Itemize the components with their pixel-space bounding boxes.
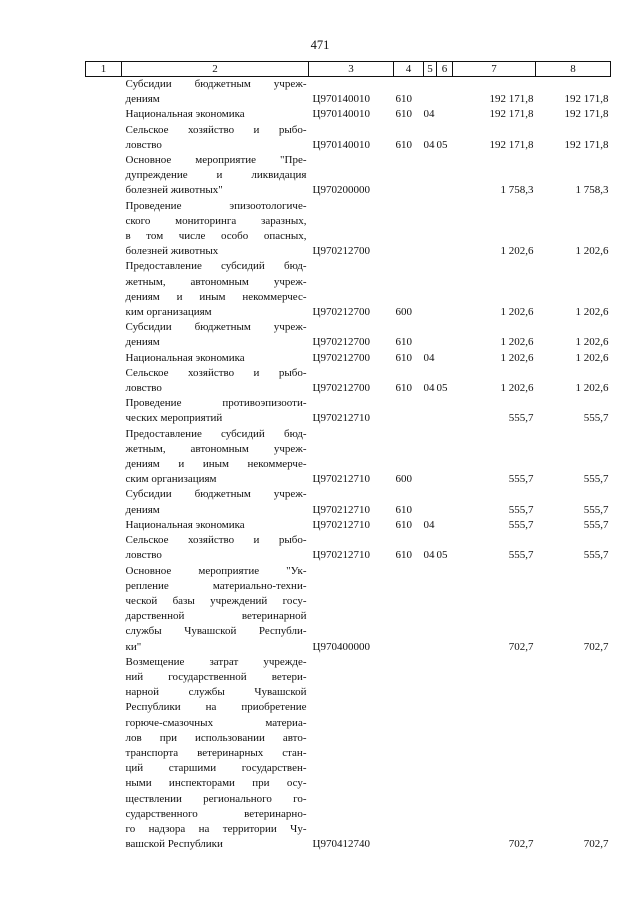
table-row — [86, 153, 611, 199]
subsection-cell — [437, 487, 453, 517]
table-row — [86, 123, 611, 153]
section-cell: 04 — [423, 549, 435, 562]
amount-col7-cell: 555,7 — [508, 518, 534, 531]
expense-type-cell: 610 — [395, 382, 412, 395]
description-cell: Предоставление субсидий бюд- жетным, автономным учреж- дениям и иным некоммерчес- ким организациям — [125, 260, 307, 319]
target-code-cell: Ц970140010 — [312, 108, 370, 121]
expense-type-cell — [394, 655, 424, 853]
amount-col7-cell: 192 171,8 — [489, 138, 534, 151]
description-cell: Основное мероприятие "Пре- дупреждение и ликвидация болезней животных" — [125, 154, 307, 197]
table-row — [86, 427, 611, 488]
description-cell: Сельское хозяйство и рыбо- ловство — [125, 123, 307, 151]
expense-type-cell: 610 — [395, 503, 412, 516]
description-cell: Предоставление субсидий бюд- жетным, автономным учреж- дениям и иным некоммерче- ским организациям — [125, 427, 307, 486]
amount-col8-cell: 1 202,6 — [575, 336, 609, 349]
target-code-cell: Ц970212700 — [312, 382, 370, 395]
expense-type-cell — [394, 199, 424, 260]
amount-col8-cell: 1 202,6 — [575, 351, 609, 364]
section-cell — [424, 259, 437, 320]
section-cell — [424, 655, 437, 853]
row-number-cell — [86, 366, 122, 396]
description-cell: Субсидии бюджетным учреж- дениям — [125, 321, 307, 349]
expense-type-cell — [394, 396, 424, 426]
target-code-cell: Ц970212710 — [312, 412, 370, 425]
row-number-cell — [86, 123, 122, 153]
amount-col8-cell: 555,7 — [583, 518, 609, 531]
subsection-cell — [437, 427, 453, 488]
row-number-cell — [86, 396, 122, 426]
row-number-cell — [86, 107, 122, 122]
section-cell — [424, 153, 437, 199]
table-row — [86, 107, 611, 122]
target-code-cell: Ц970400000 — [312, 640, 370, 653]
table-row — [86, 259, 611, 320]
target-code-cell: Ц970212700 — [312, 351, 370, 364]
row-number-cell — [86, 199, 122, 260]
subsection-cell — [437, 320, 453, 350]
description-cell: Национальная экономика — [125, 351, 245, 364]
table-row — [86, 366, 611, 396]
header-col-8: 8 — [536, 62, 611, 77]
target-code-cell: Ц970140010 — [312, 138, 370, 151]
amount-col8-cell: 192 171,8 — [564, 93, 609, 106]
target-code-cell: Ц970212700 — [312, 245, 370, 258]
amount-col8-cell: 555,7 — [583, 473, 609, 486]
amount-col7-cell: 192 171,8 — [489, 93, 534, 106]
table-row — [86, 320, 611, 350]
amount-col8-cell: 1 202,6 — [575, 382, 609, 395]
amount-col8-cell: 1 758,3 — [575, 184, 609, 197]
table-row — [86, 564, 611, 655]
table-row — [86, 351, 611, 366]
expense-type-cell — [394, 564, 424, 655]
section-cell: 04 — [423, 108, 435, 121]
subsection-cell — [437, 518, 453, 533]
section-cell: 04 — [423, 138, 435, 151]
amount-col7-cell: 1 202,6 — [500, 351, 534, 364]
amount-col7-cell: 1 202,6 — [500, 245, 534, 258]
table-row — [86, 655, 611, 853]
section-cell: 04 — [423, 382, 435, 395]
header-col-5: 5 — [424, 62, 437, 77]
amount-col7-cell: 555,7 — [508, 503, 534, 516]
row-number-cell — [86, 564, 122, 655]
expense-type-cell: 600 — [395, 473, 412, 486]
target-code-cell: Ц970200000 — [312, 184, 370, 197]
amount-col8-cell: 555,7 — [583, 412, 609, 425]
description-cell: Национальная экономика — [125, 518, 245, 531]
amount-col8-cell: 702,7 — [583, 838, 609, 851]
expense-type-cell: 610 — [395, 336, 412, 349]
expense-type-cell: 600 — [395, 306, 412, 319]
description-cell: Сельское хозяйство и рыбо- ловство — [125, 366, 307, 395]
section-cell: 04 — [423, 518, 435, 531]
amount-col8-cell: 555,7 — [583, 549, 609, 562]
amount-col7-cell: 1 202,6 — [500, 306, 534, 319]
subsection-cell — [437, 259, 453, 320]
expense-type-cell: 610 — [395, 549, 412, 562]
section-cell — [424, 320, 437, 350]
target-code-cell: Ц970412740 — [312, 838, 370, 851]
amount-col8-cell: 192 171,8 — [564, 108, 609, 121]
row-number-cell — [86, 77, 122, 108]
row-number-cell — [86, 655, 122, 853]
expense-type-cell — [394, 153, 424, 199]
subsection-cell — [437, 655, 453, 853]
section-cell — [424, 396, 437, 426]
header-col-3: 3 — [309, 62, 394, 77]
budget-table — [85, 61, 611, 852]
amount-col7-cell: 1 202,6 — [500, 336, 534, 349]
amount-col7-cell: 192 171,8 — [489, 108, 534, 121]
row-number-cell — [86, 427, 122, 488]
table-body — [86, 77, 611, 853]
header-col-2: 2 — [122, 62, 309, 77]
description-cell: Национальная экономика — [125, 108, 245, 121]
description-cell: Проведение эпизоотологиче- ского мониторинга заразных, в том числе особо опасных, болезней животных — [125, 199, 307, 258]
target-code-cell: Ц970212700 — [312, 336, 370, 349]
section-cell — [424, 564, 437, 655]
table-row — [86, 533, 611, 563]
table-row — [86, 77, 611, 108]
section-cell — [424, 199, 437, 260]
row-number-cell — [86, 259, 122, 320]
subsection-cell — [437, 77, 453, 108]
header-col-7: 7 — [453, 62, 536, 77]
expense-type-cell: 610 — [395, 518, 412, 531]
target-code-cell: Ц970212710 — [312, 549, 370, 562]
description-cell: Субсидии бюджетным учреж- дениям — [125, 78, 307, 106]
header-col-6: 6 — [437, 62, 453, 77]
table-row — [86, 518, 611, 533]
description-cell: Основное мероприятие "Ук- репление материально-техни- ческой базы учреждений госу- дарственной ветеринарной службы Чувашской Республи- ки" — [125, 564, 307, 653]
section-cell — [424, 487, 437, 517]
description-cell: Возмещение затрат учрежде- ний государственной ветери- нарной службы Чувашской Республики на приобретение горюче-смазочных материа- лов при использовании авто- транспорта ветеринарных стан- ций старшими государствен- ными инспекторами при осу- ществлении регионального го- сударственного ветеринарно- го надзора на территории Чу- вашской Республики — [125, 655, 307, 851]
target-code-cell: Ц970212710 — [312, 503, 370, 516]
target-code-cell: Ц970140010 — [312, 93, 370, 106]
target-code-cell: Ц970212710 — [312, 518, 370, 531]
row-number-cell — [86, 533, 122, 563]
amount-col8-cell: 555,7 — [583, 503, 609, 516]
page-number: 471 — [310, 38, 330, 52]
description-cell: Сельское хозяйство и рыбо- ловство — [125, 534, 307, 562]
table-header-row — [86, 62, 611, 77]
row-number-cell — [86, 518, 122, 533]
amount-col7-cell: 1 758,3 — [500, 184, 534, 197]
subsection-cell — [437, 396, 453, 426]
amount-col7-cell: 702,7 — [508, 640, 534, 653]
amount-col7-cell: 702,7 — [508, 838, 534, 851]
section-cell: 04 — [423, 351, 435, 364]
amount-col8-cell: 1 202,6 — [575, 245, 609, 258]
table-row — [86, 487, 611, 517]
section-cell — [424, 77, 437, 108]
subsection-cell — [437, 564, 453, 655]
amount-col7-cell: 1 202,6 — [500, 382, 534, 395]
amount-col8-cell: 192 171,8 — [564, 138, 609, 151]
row-number-cell — [86, 487, 122, 517]
description-cell: Субсидии бюджетным учреж- дениям — [125, 488, 307, 516]
expense-type-cell: 610 — [395, 138, 412, 151]
amount-col7-cell: 555,7 — [508, 412, 534, 425]
amount-col8-cell: 1 202,6 — [575, 306, 609, 319]
expense-type-cell: 610 — [395, 93, 412, 106]
header-col-1: 1 — [86, 62, 122, 77]
subsection-cell: 05 — [436, 138, 448, 151]
target-code-cell: Ц970212710 — [312, 473, 370, 486]
subsection-cell — [437, 107, 453, 122]
target-code-cell: Ц970212700 — [312, 306, 370, 319]
expense-type-cell: 610 — [395, 108, 412, 121]
subsection-cell — [437, 153, 453, 199]
expense-type-cell: 610 — [395, 351, 412, 364]
amount-col7-cell: 555,7 — [508, 549, 534, 562]
amount-col7-cell: 555,7 — [508, 473, 534, 486]
description-cell: Проведение противоэпизооти- ческих мероприятий — [125, 397, 307, 425]
section-cell — [424, 427, 437, 488]
row-number-cell — [86, 153, 122, 199]
amount-col8-cell: 702,7 — [583, 640, 609, 653]
subsection-cell: 05 — [436, 382, 448, 395]
row-number-cell — [86, 351, 122, 366]
table-row — [86, 396, 611, 426]
subsection-cell: 05 — [436, 549, 448, 562]
subsection-cell — [437, 199, 453, 260]
table-row — [86, 199, 611, 260]
row-number-cell — [86, 320, 122, 350]
header-col-4: 4 — [394, 62, 424, 77]
subsection-cell — [437, 351, 453, 366]
